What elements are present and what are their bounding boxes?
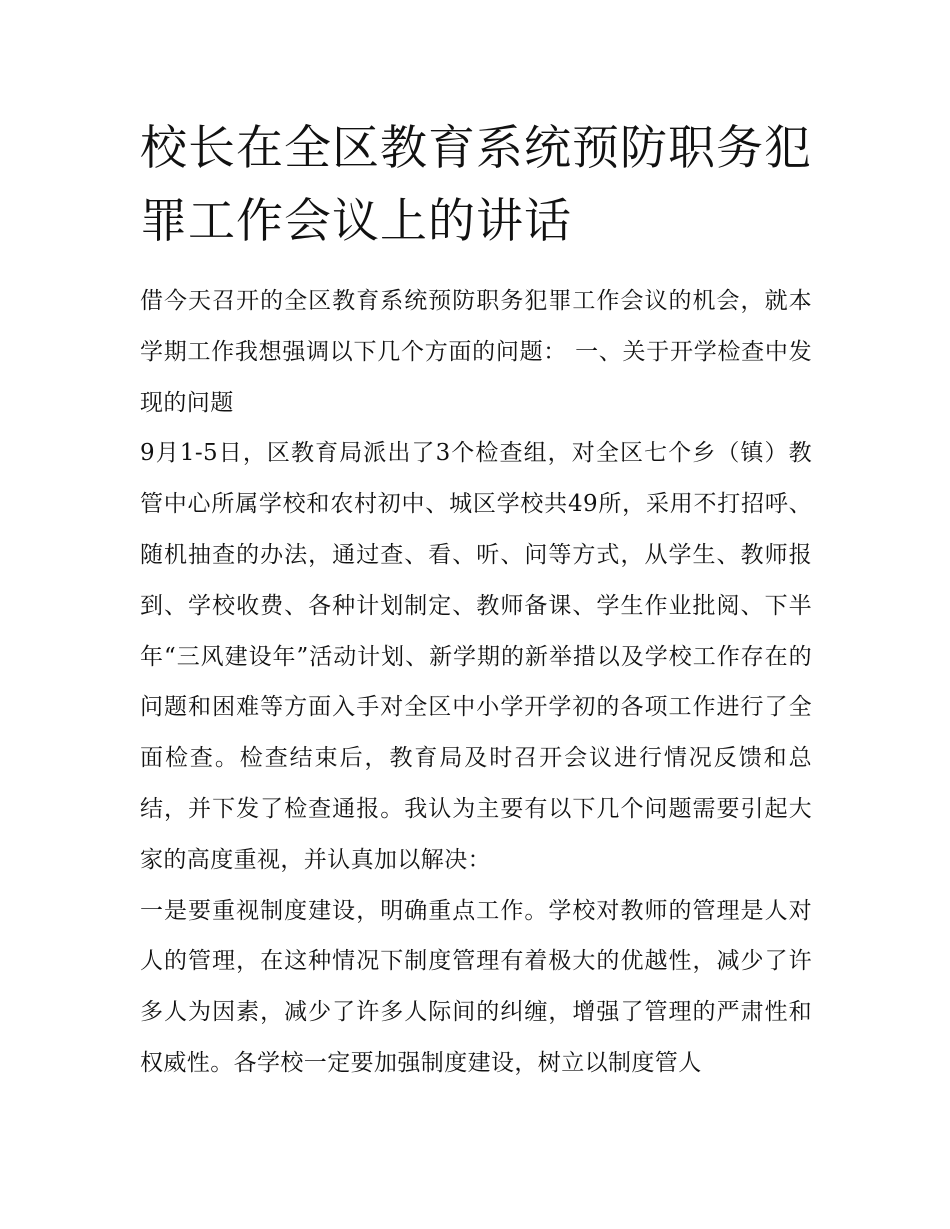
document-content <box>140 112 812 1089</box>
paragraph-inspection: 9月1-5日，区教育局派出了3个检查组，对全区七个乡（镇）教管中心所属学校和农村初中、城区学校共49所，采用不打招呼、随机抽查的办法，通过查、看、听、问等方式，从学生、教师报到、学校收费、各种计划制定、教师备课、学生作业批阅、下半年“三风建设年”活动计划、新学期的新举措以及学校工作存在的问题和困难等方面入手对全区中小学开学初的各项工作进行了全面检查。检查结束后，教育局及时召开会议进行情况反馈和总结，并下发了检查通报。我认为主要有以下几个问题需要引起大家的高度重视，并认真加以解决： <box>140 440 812 873</box>
paragraph-point-one: 一是要重视制度建设，明确重点工作。学校对教师的管理是人对人的管理，在这种情况下制度管理有着极大的优越性，减少了许多人为因素，减少了许多人际间的纠缠，增强了管理的严肃性和权威性。各学校一定要加强制度建设，树立以制度管人 <box>140 897 812 1076</box>
document-title: 校长在全区教育系统预防职务犯罪工作会议上的讲话 <box>140 121 812 249</box>
paragraph-intro: 借今天召开的全区教育系统预防职务犯罪工作会议的机会，就本学期工作我想强调以下几个方面的问题： 一、关于开学检查中发现的问题 <box>140 288 812 416</box>
